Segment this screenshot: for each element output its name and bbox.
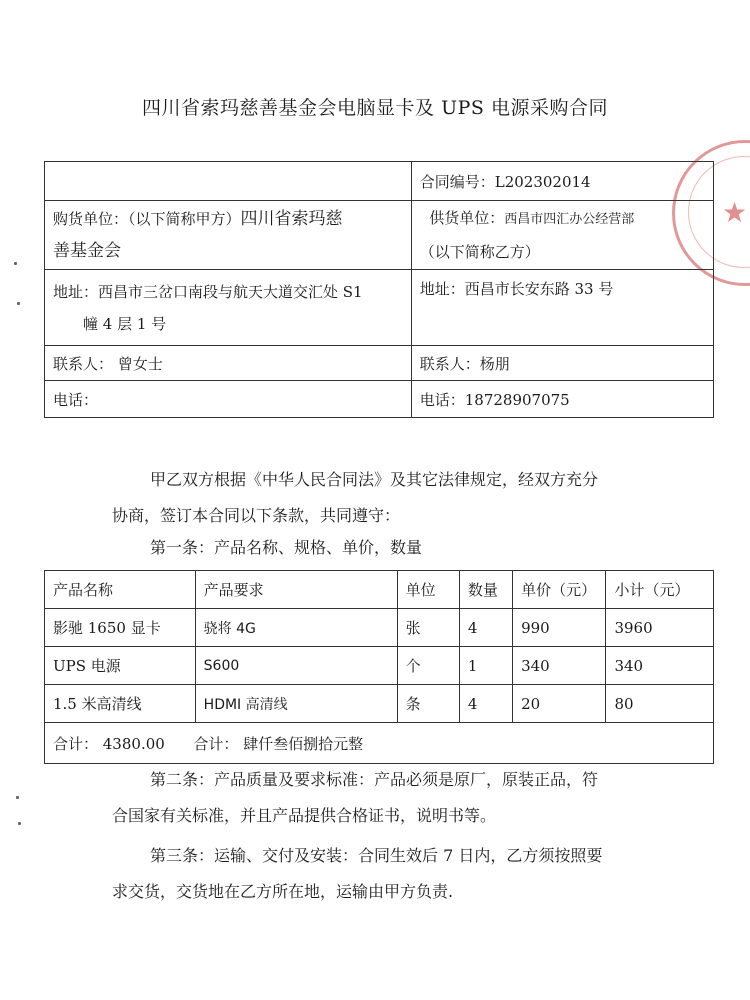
contract-title: 四川省索玛慈善基金会电脑显卡及 UPS 电源采购合同 — [142, 97, 608, 119]
product-spec: 骁将 4G — [195, 609, 397, 647]
header-unit-price: 单价（元） — [513, 571, 606, 609]
buyer-contact: 联系人： 曾女士 — [45, 346, 412, 381]
header-unit: 单位 — [397, 571, 459, 609]
product-subtotal: 3960 — [606, 609, 714, 647]
buyer-unit-name-line1: 四川省索玛慈 — [240, 209, 343, 229]
table-row — [45, 162, 714, 201]
buyer-address — [45, 270, 412, 346]
clause-2-line2: 合国家有关标准，并且产品提供合格证书，说明书等。 — [112, 806, 497, 825]
scan-speck — [17, 302, 20, 305]
supplier-unit — [411, 201, 713, 270]
intro-paragraph-line1: 甲乙双方根据《中华人民合同法》及其它法律规定，经双方充分 — [150, 470, 599, 489]
product-name: 1.5 米高清线 — [45, 685, 196, 723]
table-row — [45, 685, 714, 723]
clause-1-heading: 第一条：产品名称、规格、单价，数量 — [150, 538, 423, 557]
clause-3-line1: 第三条：运输、交付及安装：合同生效后 7 日内，乙方须按照要 — [150, 846, 603, 865]
product-spec: HDMI 高清线 — [195, 685, 397, 723]
buyer-unit-label: 购货单位：（以下简称甲方） — [53, 210, 241, 228]
table-row — [45, 270, 714, 346]
product-name: 影驰 1650 显卡 — [45, 609, 196, 647]
product-quantity: 4 — [459, 609, 512, 647]
product-quantity: 4 — [459, 685, 512, 723]
product-quantity: 1 — [459, 647, 512, 685]
product-unit: 条 — [397, 685, 459, 723]
product-unit: 张 — [397, 609, 459, 647]
table-total-row — [45, 723, 714, 764]
buyer-address-line1: 地址：西昌市三岔口南段与航天大道交汇处 S1 — [53, 282, 363, 301]
product-unit: 个 — [397, 647, 459, 685]
contract-number: 合同编号：L202302014 — [411, 162, 713, 201]
supplier-unit-note: （以下简称乙方） — [419, 243, 540, 261]
header-subtotal: 小计（元） — [606, 571, 714, 609]
clause-3-line2: 求交货，交货地在乙方所在地，运输由甲方负责. — [112, 882, 454, 901]
buyer-unit-name-line2: 善基金会 — [53, 241, 121, 261]
product-unit-price: 20 — [513, 685, 606, 723]
buyer-phone: 电话： — [45, 381, 412, 418]
product-unit-price: 990 — [513, 609, 606, 647]
table-row — [45, 201, 714, 270]
product-unit-price: 340 — [513, 647, 606, 685]
supplier-address: 地址：西昌市长安东路 33 号 — [411, 270, 713, 346]
product-subtotal: 340 — [606, 647, 714, 685]
intro-paragraph-line2: 协商，签订本合同以下条款，共同遵守： — [112, 506, 401, 525]
table-row — [45, 647, 714, 685]
party-info-table — [44, 161, 714, 418]
product-table — [44, 570, 714, 764]
scan-speck — [18, 822, 21, 825]
clause-2-line1: 第二条：产品质量及要求标准：产品必须是原厂，原装正品，符 — [150, 770, 599, 789]
product-subtotal: 80 — [606, 685, 714, 723]
seal-star-icon: ★ — [722, 196, 748, 229]
empty-cell — [45, 162, 412, 201]
scan-speck — [14, 262, 17, 265]
header-product-name: 产品名称 — [45, 571, 196, 609]
table-row — [45, 381, 714, 418]
buyer-address-line2: 幢 4 层 1 号 — [83, 314, 167, 333]
buyer-unit — [45, 201, 412, 270]
scan-speck — [16, 796, 19, 799]
supplier-unit-name: 西昌市四汇办公经营部 — [504, 212, 635, 227]
product-spec: S600 — [195, 647, 397, 685]
supplier-phone: 电话：18728907075 — [411, 381, 713, 418]
header-quantity: 数量 — [459, 571, 512, 609]
product-name: UPS 电源 — [45, 647, 196, 685]
order-total: 合计： 4380.00 合计： 肆仟叁佰捌拾元整 — [45, 723, 714, 764]
header-product-spec: 产品要求 — [195, 571, 397, 609]
supplier-contact: 联系人：杨朋 — [411, 346, 713, 381]
table-row — [45, 609, 714, 647]
table-row — [45, 346, 714, 381]
supplier-unit-label: 供货单位： — [429, 209, 505, 227]
table-header-row — [45, 571, 714, 609]
